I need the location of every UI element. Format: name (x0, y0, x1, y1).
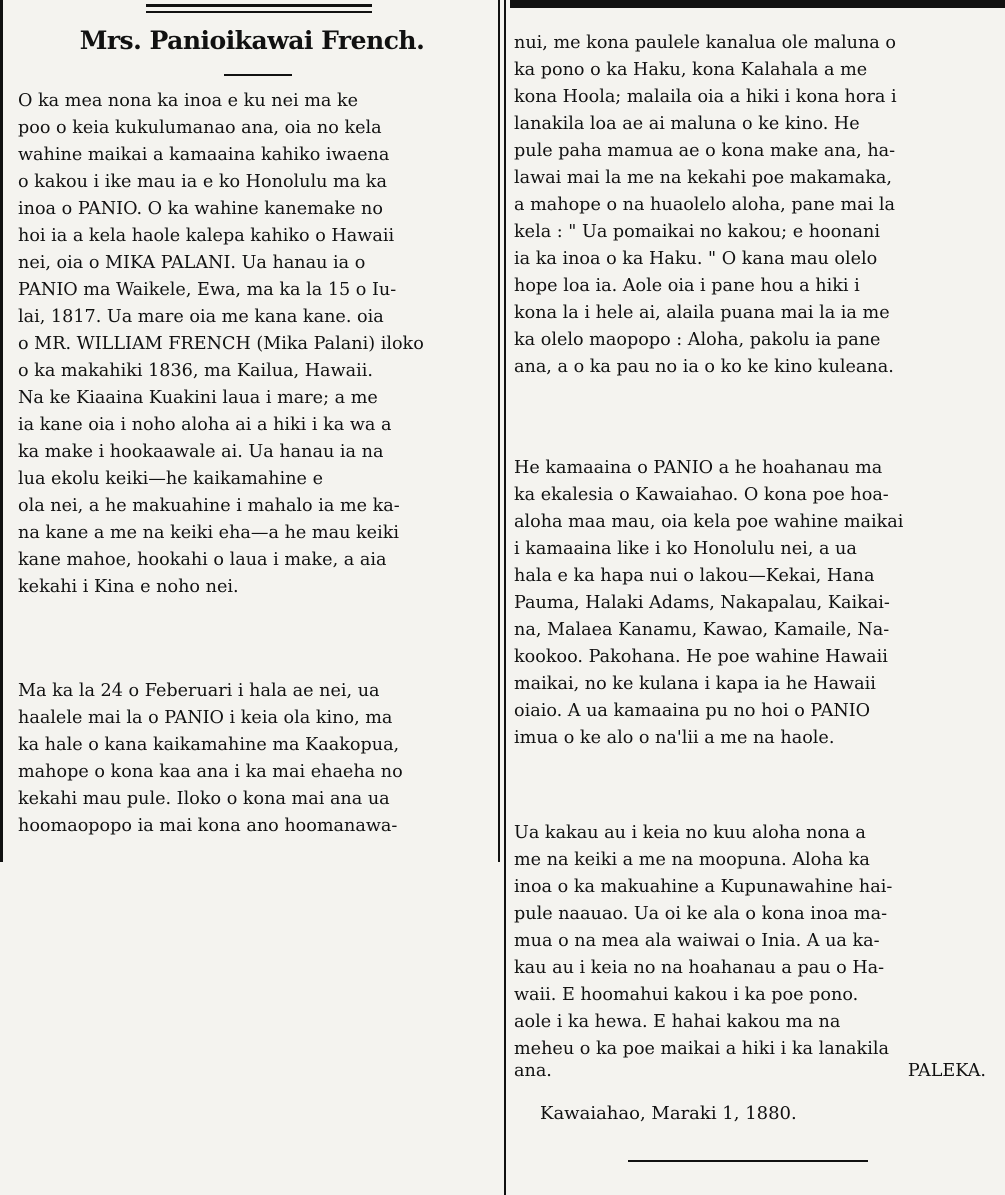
signature-row (514, 1058, 986, 1085)
text-line: ka make i hookaawale ai. Ua hanau ia na (18, 442, 384, 462)
text-line: a mahope o na huaolelo aloha, pane mai la (514, 195, 895, 215)
top-double-rule-lower (146, 11, 372, 13)
text-line: Pauma, Halaki Adams, Nakapalau, Kaikai- (514, 593, 890, 613)
text-line: hoi ia a kela haole kalepa kahiko o Hawaii (18, 226, 395, 246)
text-line: Ma ka la 24 o Feberuari i hala ae nei, ua (18, 681, 380, 701)
text-line: O ka mea nona ka inoa e ku nei ma ke (18, 91, 359, 111)
text-line: na kane a me na keiki eha—a he mau keiki (18, 523, 399, 543)
text-line: ola nei, a he makuahine i mahalo ia me ka- (18, 496, 400, 516)
text-line: poo o keia kukulumanao ana, oia no kela (18, 118, 382, 138)
text-line: mahope o kona kaa ana i ka mai ehaeha no (18, 762, 403, 782)
left-paragraph-1 (18, 88, 486, 601)
text-line: o ka makahiki 1836, ma Kailua, Hawaii. (18, 361, 373, 381)
text-line: Na ke Kiaaina Kuakini laua i mare; a me (18, 388, 378, 408)
text-line: o MR. WILLIAM FRENCH (Mika Palani) iloko (18, 334, 424, 354)
article-headline: Mrs. Panioikawai French. (79, 26, 425, 55)
text-line: i kamaaina like i ko Honolulu nei, a ua (514, 539, 857, 559)
text-line: nui, me kona paulele kanalua ole maluna o (514, 33, 896, 53)
text-line: aloha maa mau, oia kela poe wahine maikai (514, 512, 904, 532)
right-paragraph-1 (514, 30, 996, 381)
text-line: me na keiki a me na moopuna. Aloha ka (514, 850, 870, 870)
text-line: kona la i hele ai, alaila puana mai la ia me (514, 303, 890, 323)
text-line: lawai mai la me na kekahi poe makamaka, (514, 168, 892, 188)
text-line: ka ekalesia o Kawaiahao. O kona poe hoa- (514, 485, 889, 505)
text-line: lua ekolu keiki—he kaikamahine e (18, 469, 323, 489)
text-line: haalele mai la o PANIO i keia ola kino, ma (18, 708, 393, 728)
text-line: nei, oia o MIKA PALANI. Ua hanau ia o (18, 253, 366, 273)
text-line: mua o na mea ala waiwai o Inia. A ua ka- (514, 931, 880, 951)
text-line: oiaio. A ua kamaaina pu no hoi o PANIO (514, 701, 871, 721)
text-line: inoa o PANIO. O ka wahine kanemake no (18, 199, 383, 219)
text-line: kekahi i Kina e noho nei. (18, 577, 239, 597)
text-line: He kamaaina o PANIO a he hoahanau ma (514, 458, 883, 478)
text-line: na, Malaea Kanamu, Kawao, Kamaile, Na- (514, 620, 890, 640)
text-line: maikai, no ke kulana i kapa ia he Hawaii (514, 674, 876, 694)
closing-rule (628, 1160, 868, 1162)
text-line: hala e ka hapa nui o lakou—Kekai, Hana (514, 566, 875, 586)
text-line: ana, a o ka pau no ia o ko ke kino kuleana. (514, 357, 894, 377)
column-divider-right (504, 0, 506, 1195)
text-line: o kakou i ike mau ia e ko Honolulu ma ka (18, 172, 387, 192)
text-line: ia kane oia i noho aloha ai a hiki i ka wa a (18, 415, 392, 435)
text-line: kekahi mau pule. Iloko o kona mai ana ua (18, 789, 390, 809)
text-line: lanakila loa ae ai maluna o ke kino. He (514, 114, 860, 134)
text-line: hope loa ia. Aole oia i pane hou a hiki i (514, 276, 860, 296)
text-line: PANIO ma Waikele, Ewa, ma ka la 15 o Iu- (18, 280, 397, 300)
text-line: kela : " Ua pomaikai no kakou; e hoonani (514, 222, 880, 242)
column-divider-left (498, 0, 500, 862)
right-paragraph-3 (514, 820, 996, 1063)
top-double-rule-upper (146, 4, 372, 7)
text-line: aole i ka hewa. E hahai kakou ma na (514, 1012, 841, 1032)
headline-underline (224, 74, 292, 76)
right-paragraph-2 (514, 455, 996, 752)
dateline: Kawaiahao, Maraki 1, 1880. (540, 1103, 797, 1124)
text-line: ka hale o kana kaikamahine ma Kaakopua, (18, 735, 400, 755)
text-line: pule paha mamua ae o kona make ana, ha- (514, 141, 896, 161)
text-line: waii. E hoomahui kakou i ka poe pono. (514, 985, 859, 1005)
text-line: kona Hoola; malaila oia a hiki i kona hora i (514, 87, 897, 107)
text-line: ka olelo maopopo : Aloha, pakolu ia pane (514, 330, 881, 350)
left-paragraph-2 (18, 678, 486, 840)
closing-word: ana. (514, 1061, 552, 1081)
text-line: lai, 1817. Ua mare oia me kana kane. oia (18, 307, 384, 327)
text-line: meheu o ka poe maikai a hiki i ka lanakila (514, 1039, 889, 1059)
text-line: kookoo. Pakohana. He poe wahine Hawaii (514, 647, 888, 667)
left-edge-rule (0, 0, 3, 862)
text-line: inoa o ka makuahine a Kupunawahine hai- (514, 877, 893, 897)
text-line: wahine maikai a kamaaina kahiko iwaena (18, 145, 390, 165)
text-line: ia ka inoa o ka Haku. " O kana mau olelo (514, 249, 878, 269)
text-line: kane mahoe, hookahi o laua i make, a aia (18, 550, 387, 570)
text-line: imua o ke alo o na'lii a me na haole. (514, 728, 835, 748)
text-line: ka pono o ka Haku, kona Kalahala a me (514, 60, 868, 80)
text-line: pule naauao. Ua oi ke ala o kona inoa ma- (514, 904, 888, 924)
top-heavy-rule (510, 0, 1005, 8)
author-signature: PALEKA. (907, 1061, 986, 1081)
text-line: Ua kakau au i keia no kuu aloha nona a (514, 823, 866, 843)
text-line: hoomaopopo ia mai kona ano hoomanawa- (18, 816, 398, 836)
text-line: kau au i keia no na hoahanau a pau o Ha- (514, 958, 885, 978)
